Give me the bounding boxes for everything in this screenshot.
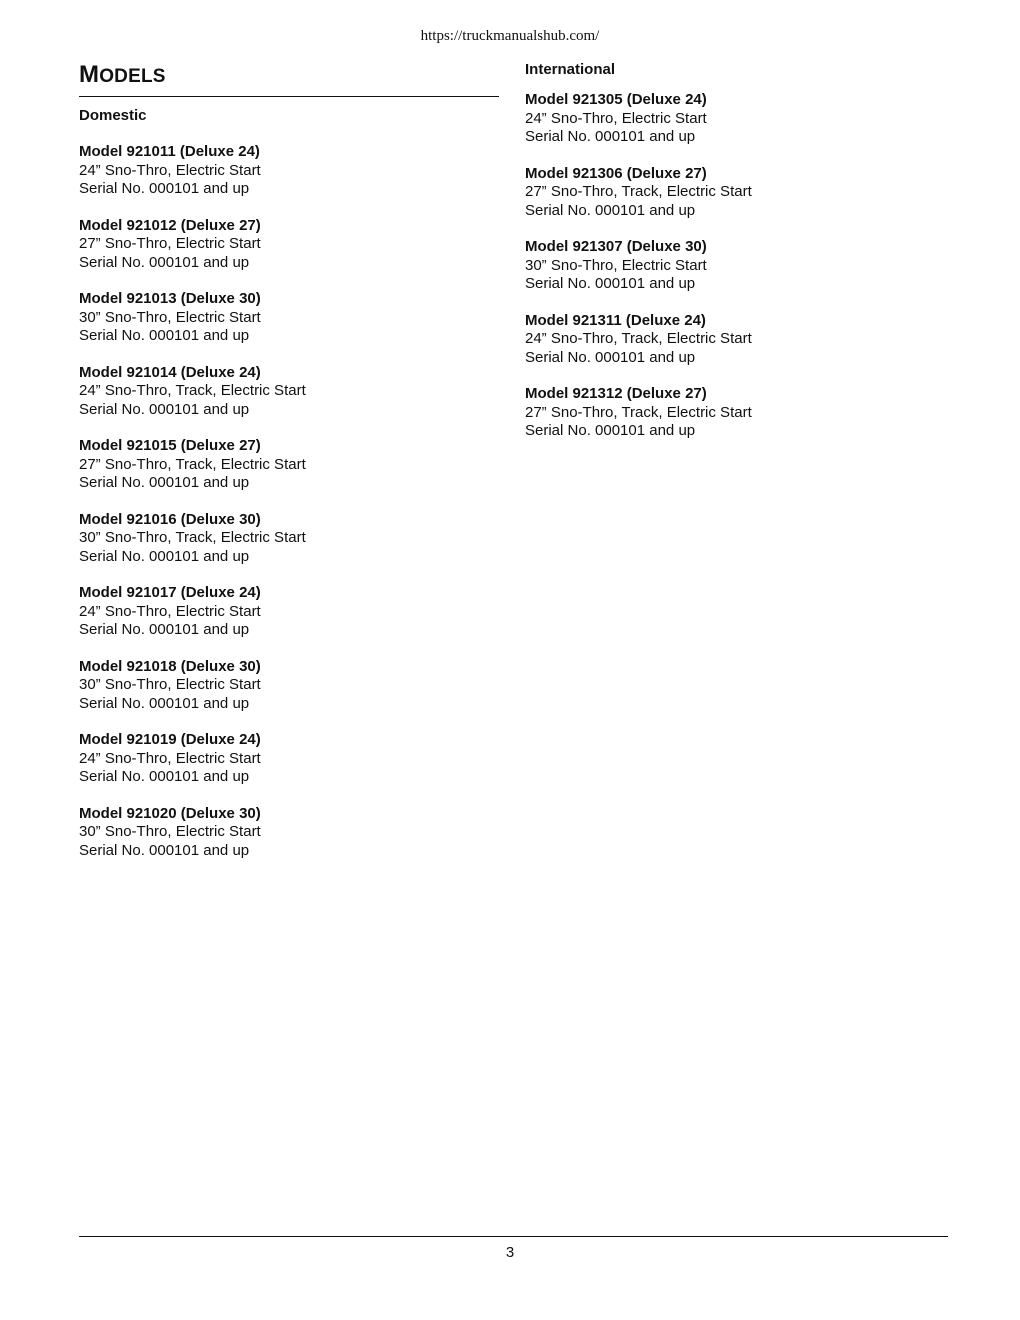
model-entry [79,731,499,787]
model-serial: Serial No. 000101 and up [79,547,250,565]
model-name: Model 921013 (Deluxe 30) [79,290,261,307]
model-name: Model 921015 (Deluxe 27) [79,437,261,454]
model-name: Model 921020 (Deluxe 30) [79,804,261,822]
model-description: 24” Sno-Thro, Electric Start [79,749,261,767]
model-name: Model 921012 (Deluxe 27) [79,216,261,234]
model-serial: Serial No. 000101 and up [79,841,250,859]
model-entry [525,165,945,221]
model-entry [525,238,945,294]
page-title [79,60,499,97]
model-serial: Serial No. 000101 and up [525,348,696,366]
model-serial: Serial No. 000101 and up [79,327,250,344]
right-column [525,61,945,459]
model-entry [79,511,499,567]
page-title-rest: ODELS [99,66,166,87]
model-name: Model 921019 (Deluxe 24) [79,731,261,748]
model-name: Model 921307 (Deluxe 30) [525,238,707,255]
model-entry [525,91,945,147]
model-name: Model 921018 (Deluxe 30) [79,657,261,675]
page-number: 3 [505,1244,515,1261]
international-model-list [525,91,945,441]
model-entry [79,143,499,199]
model-name: Model 921312 (Deluxe 27) [525,385,707,402]
domestic-heading: Domestic [79,107,147,124]
model-entry [525,312,945,368]
model-serial: Serial No. 000101 and up [79,474,250,491]
model-serial: Serial No. 000101 and up [525,275,696,292]
model-serial: Serial No. 000101 and up [79,253,250,271]
model-entry [525,385,945,441]
model-name: Model 921014 (Deluxe 24) [79,363,261,381]
model-entry [79,584,499,640]
model-description: 24” Sno-Thro, Electric Start [79,161,261,179]
footer-divider [79,1236,948,1237]
model-serial: Serial No. 000101 and up [525,422,696,439]
model-name: Model 921016 (Deluxe 30) [79,510,261,528]
model-serial: Serial No. 000101 and up [79,621,250,638]
model-description: 24” Sno-Thro, Electric Start [525,109,707,127]
model-description: 30” Sno-Thro, Electric Start [79,676,261,693]
model-description: 27” Sno-Thro, Track, Electric Start [525,183,752,200]
model-description: 24” Sno-Thro, Track, Electric Start [79,382,306,399]
model-entry [79,364,499,420]
model-description: 30” Sno-Thro, Track, Electric Start [79,529,306,546]
left-column [79,60,499,878]
model-description: 24” Sno-Thro, Track, Electric Start [525,330,752,347]
model-description: 27” Sno-Thro, Track, Electric Start [525,403,752,421]
model-serial: Serial No. 000101 and up [79,694,250,712]
model-description: 27” Sno-Thro, Electric Start [79,235,261,252]
model-name: Model 921011 (Deluxe 24) [79,143,260,160]
model-description: 30” Sno-Thro, Electric Start [79,823,261,840]
model-entry [79,290,499,346]
international-heading: International [525,61,616,78]
model-name: Model 921306 (Deluxe 27) [525,164,707,182]
model-serial: Serial No. 000101 and up [525,128,696,145]
page-title-first-letter: M [79,61,100,88]
model-description: 27” Sno-Thro, Track, Electric Start [79,455,306,473]
model-serial: Serial No. 000101 and up [79,180,250,197]
source-url: https://truckmanualshub.com/ [420,28,600,44]
model-description: 30” Sno-Thro, Electric Start [79,308,261,326]
domestic-model-list [79,143,499,860]
model-name: Model 921311 (Deluxe 24) [525,311,706,329]
model-serial: Serial No. 000101 and up [79,400,250,418]
model-entry [79,217,499,273]
model-entry [79,658,499,714]
model-entry [79,805,499,861]
model-description: 30” Sno-Thro, Electric Start [525,256,707,274]
model-name: Model 921017 (Deluxe 24) [79,584,261,601]
model-description: 24” Sno-Thro, Electric Start [79,602,261,620]
model-serial: Serial No. 000101 and up [525,201,696,219]
model-name: Model 921305 (Deluxe 24) [525,91,707,108]
model-serial: Serial No. 000101 and up [79,768,250,785]
model-entry [79,437,499,493]
